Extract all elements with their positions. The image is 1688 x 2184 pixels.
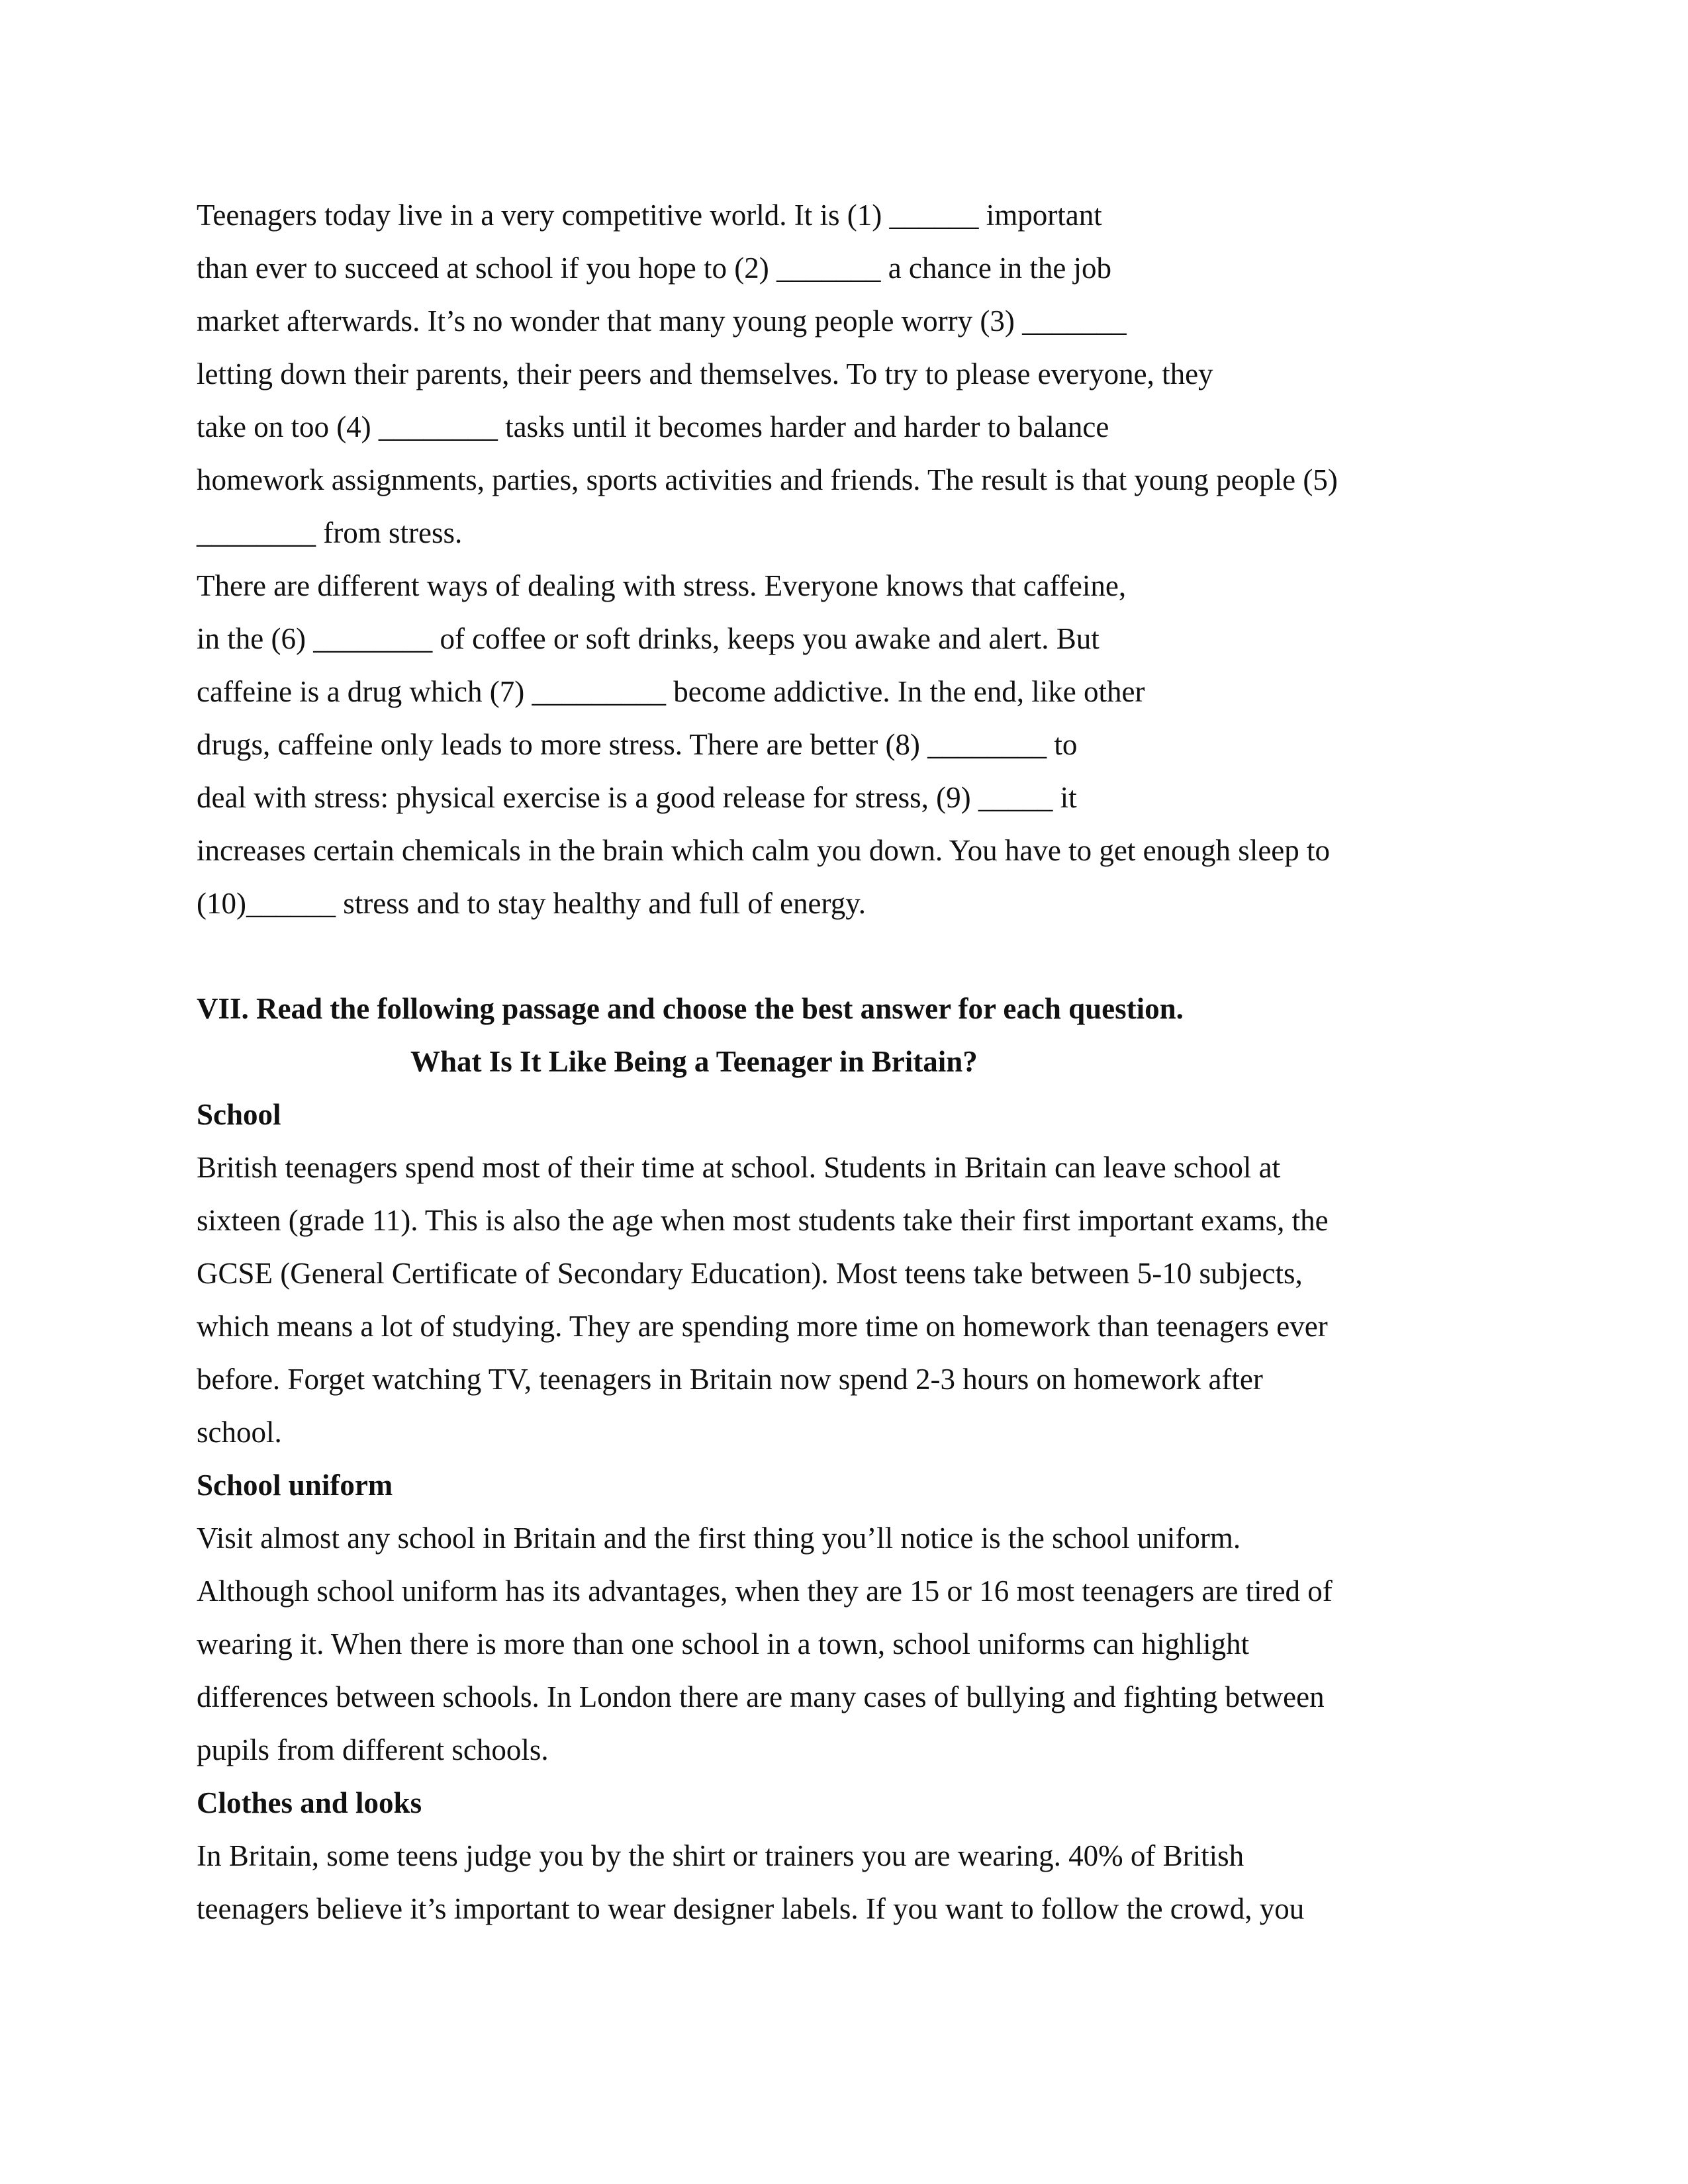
school-line-6: school. <box>197 1416 282 1449</box>
cloze-line-11: drugs, caffeine only leads to more stress. There are better (8) ________ to <box>197 728 1078 761</box>
cloze-line-2: than ever to succeed at school if you hope to (2) _______ a chance in the job <box>197 251 1112 285</box>
cloze-line-1: Teenagers today live in a very competitive world. It is (1) ______ important <box>197 199 1102 232</box>
cloze-line-4: letting down their parents, their peers and themselves. To try to please everyone, they <box>197 357 1213 390</box>
cloze-line-3: market afterwards. It’s no wonder that many young people worry (3) _______ <box>197 304 1127 338</box>
uniform-line-2: Although school uniform has its advantages, when they are 15 or 16 most teenagers are tired of <box>197 1574 1333 1608</box>
school-line-1: British teenagers spend most of their time at school. Students in Britain can leave school at <box>197 1151 1281 1184</box>
school-line-2: sixteen (grade 11). This is also the age when most students take their first important exams, the <box>197 1204 1329 1237</box>
section-vii-instruction: VII. Read the following passage and choose the best answer for each question. <box>197 992 1184 1025</box>
cloze-line-8: There are different ways of dealing with stress. Everyone knows that caffeine, <box>197 569 1127 602</box>
passage-title: What Is It Like Being a Teenager in Britain? <box>410 1045 978 1078</box>
cloze-line-7: ________ from stress. <box>197 516 463 549</box>
school-line-4: which means a lot of studying. They are spending more time on homework than teenagers ever <box>197 1310 1328 1343</box>
cloze-line-5: take on too (4) ________ tasks until it becomes harder and harder to balance <box>197 410 1109 443</box>
cloze-line-12: deal with stress: physical exercise is a good release for stress, (9) _____ it <box>197 781 1077 814</box>
cloze-line-10: caffeine is a drug which (7) _________ become addictive. In the end, like other <box>197 675 1145 708</box>
uniform-line-3: wearing it. When there is more than one school in a town, school uniforms can highlight <box>197 1627 1250 1661</box>
cloze-line-6: homework assignments, parties, sports activities and friends. The result is that young people (5) <box>197 463 1338 496</box>
clothes-line-1: In Britain, some teens judge you by the shirt or trainers you are wearing. 40% of British <box>197 1839 1244 1872</box>
heading-school-uniform: School uniform <box>197 1469 393 1502</box>
school-line-5: before. Forget watching TV, teenagers in Britain now spend 2-3 hours on homework after <box>197 1363 1263 1396</box>
cloze-line-9: in the (6) ________ of coffee or soft drinks, keeps you awake and alert. But <box>197 622 1100 655</box>
uniform-line-1: Visit almost any school in Britain and the first thing you’ll notice is the school uniform. <box>197 1522 1241 1555</box>
cloze-line-14: (10)______ stress and to stay healthy and full of energy. <box>197 887 867 920</box>
cloze-line-13: increases certain chemicals in the brain which calm you down. You have to get enough sleep to <box>197 834 1331 867</box>
uniform-line-4: differences between schools. In London there are many cases of bullying and fighting between <box>197 1680 1325 1713</box>
heading-school: School <box>197 1098 281 1131</box>
uniform-line-5: pupils from different schools. <box>197 1733 549 1766</box>
heading-clothes-and-looks: Clothes and looks <box>197 1786 422 1819</box>
clothes-line-2: teenagers believe it’s important to wear designer labels. If you want to follow the crowd, you <box>197 1892 1305 1925</box>
school-line-3: GCSE (General Certificate of Secondary Education). Most teens take between 5-10 subjects, <box>197 1257 1303 1290</box>
